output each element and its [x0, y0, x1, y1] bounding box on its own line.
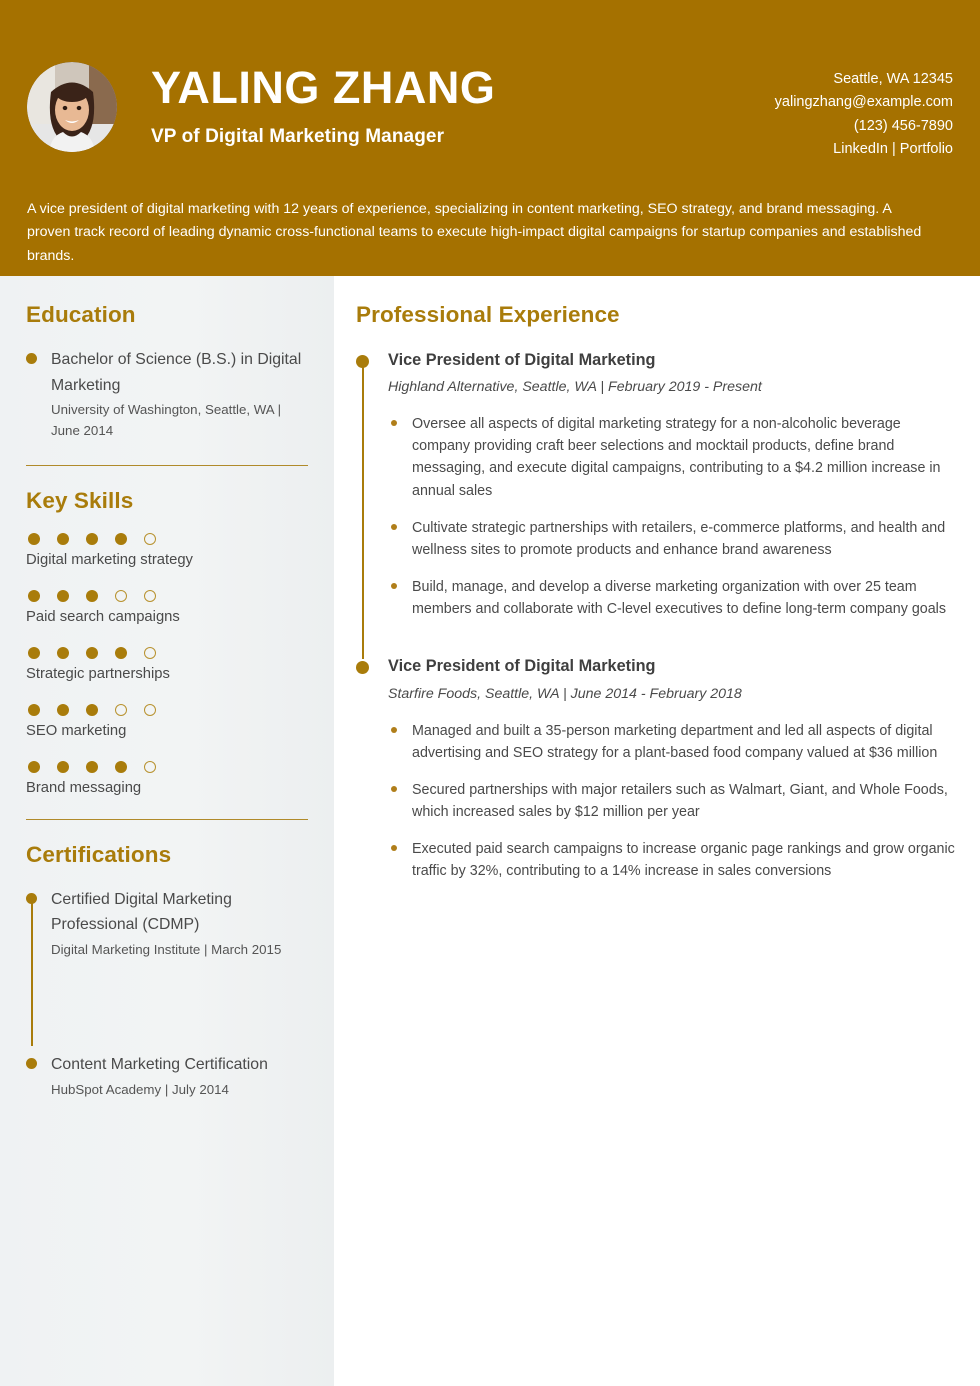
job-bullet: Managed and built a 35-person marketing department and led all aspects of digital advertising and SEO strategy for a plant-based food company valued at $36 million — [388, 720, 958, 764]
page-title: YALING ZHANG — [151, 62, 496, 113]
rating-dot-filled-icon — [115, 647, 127, 659]
skill-rating — [26, 533, 308, 545]
rating-dot-filled-icon — [57, 590, 69, 602]
education-item — [26, 347, 308, 442]
rating-dot-filled-icon — [57, 704, 69, 716]
skill-label: Digital marketing strategy — [26, 551, 193, 568]
rating-dot-empty-icon — [144, 590, 156, 602]
skill-label: Brand messaging — [26, 779, 142, 796]
resume-body — [0, 276, 980, 1386]
sidebar-divider-2 — [26, 819, 308, 820]
skill-rating — [26, 761, 308, 773]
bullet-dot-icon — [356, 661, 369, 674]
section-certifications — [26, 842, 308, 1100]
job-bullet: Oversee all aspects of digital marketing strategy for a non-alcoholic beverage company providing craft beer selections and mocktail products, define brand messaging, and execute digital campaigns, contributing to a $4.2 million increase in annual sales — [388, 413, 958, 502]
experience-heading: Professional Experience — [356, 302, 620, 327]
skill-item — [26, 761, 308, 796]
education-heading: Education — [26, 302, 136, 327]
timeline-connector — [362, 363, 364, 659]
rating-dot-filled-icon — [86, 533, 98, 545]
professional-summary: A vice president of digital marketing with 12 years of experience, specializing in content marketing, SEO strategy, and brand messaging. A proven track record of leading dynamic cross-functional teams to execute high-impact digital campaigns for startup companies and established brands. — [27, 201, 922, 264]
job-bullet-list — [388, 413, 958, 620]
rating-dot-empty-icon — [115, 704, 127, 716]
rating-dot-filled-icon — [28, 590, 40, 602]
rating-dot-filled-icon — [86, 647, 98, 659]
rating-dot-filled-icon — [115, 761, 127, 773]
main-column — [334, 276, 980, 1386]
skill-label: SEO marketing — [26, 722, 127, 739]
skills-heading: Key Skills — [26, 487, 134, 513]
skill-rating — [26, 590, 308, 602]
skill-label: Strategic partnerships — [26, 665, 170, 682]
job-spacer — [356, 620, 958, 656]
rating-dot-filled-icon — [57, 761, 69, 773]
skill-rating — [26, 704, 308, 716]
rating-dot-filled-icon — [28, 647, 40, 659]
contact-phone[interactable]: (123) 456-7890 — [853, 117, 953, 134]
certification-name: Content Marketing Certification — [51, 1056, 268, 1074]
header-job-title: VP of Digital Marketing Manager — [151, 126, 445, 148]
rating-dot-empty-icon — [144, 533, 156, 545]
rating-dot-empty-icon — [144, 647, 156, 659]
rating-dot-filled-icon — [115, 533, 127, 545]
certification-issuer: Digital Marketing Institute | March 2015 — [51, 941, 282, 957]
job-bullet: Cultivate strategic partnerships with retailers, e-commerce platforms, and health and wellness sites to promote products and enhance brand awareness — [388, 517, 958, 561]
rating-dot-empty-icon — [115, 590, 127, 602]
job-meta: Highland Alternative, Seattle, WA | February 2019 - Present — [388, 379, 762, 396]
rating-dot-filled-icon — [86, 761, 98, 773]
rating-dot-filled-icon — [57, 533, 69, 545]
skill-item — [26, 590, 308, 625]
job-bullet: Secured partnerships with major retailers such as Walmart, Giant, and Whole Foods, which increased sales by $12 million per year — [388, 779, 958, 823]
rating-dot-empty-icon — [144, 761, 156, 773]
education-school: University of Washington, Seattle, WA | June 2014 — [51, 402, 282, 439]
sidebar — [0, 276, 334, 1386]
profile-photo-icon — [27, 62, 117, 152]
rating-dot-filled-icon — [28, 704, 40, 716]
section-key-skills — [26, 488, 308, 796]
job-bullet: Build, manage, and develop a diverse marketing organization with over 25 team members and collaborate with C-level executives to define long-term company goals — [388, 576, 958, 620]
skill-label: Paid search campaigns — [26, 608, 180, 625]
avatar — [27, 62, 117, 152]
skill-item — [26, 647, 308, 682]
resume-header — [0, 0, 980, 276]
job-meta: Starfire Foods, Seattle, WA | June 2014 - February 2018 — [388, 685, 742, 702]
rating-dot-empty-icon — [144, 704, 156, 716]
skill-item — [26, 533, 308, 568]
sidebar-divider-1 — [26, 465, 308, 466]
experience-job — [356, 350, 958, 620]
rating-dot-filled-icon — [86, 590, 98, 602]
experience-job — [356, 656, 958, 882]
section-education — [26, 302, 308, 442]
certification-item — [26, 960, 308, 1100]
certification-issuer: HubSpot Academy | July 2014 — [51, 1081, 229, 1097]
job-role: Vice President of Digital Marketing — [388, 657, 656, 676]
bullet-dot-icon — [26, 1058, 37, 1069]
certification-name: Certified Digital Marketing Professional (CDMP) — [51, 890, 232, 934]
contact-email[interactable]: yalingzhang@example.com — [774, 94, 953, 111]
certifications-heading: Certifications — [26, 841, 172, 867]
rating-dot-filled-icon — [57, 647, 69, 659]
education-degree: Bachelor of Science (B.S.) in Digital Marketing — [51, 351, 302, 394]
contact-links[interactable]: LinkedIn | Portfolio — [833, 141, 953, 158]
job-bullet-list — [388, 720, 958, 883]
skill-rating — [26, 647, 308, 659]
job-role: Vice President of Digital Marketing — [388, 351, 656, 369]
job-bullet: Executed paid search campaigns to increase organic page rankings and grow organic traffic by 32%, contributing to a 14% increase in sales conversions — [388, 838, 958, 882]
skill-item — [26, 704, 308, 739]
contact-address: Seattle, WA 12345 — [833, 71, 953, 87]
bullet-dot-icon — [26, 353, 37, 364]
rating-dot-filled-icon — [28, 533, 40, 545]
contact-info — [775, 68, 953, 162]
rating-dot-filled-icon — [86, 704, 98, 716]
name-block — [151, 62, 495, 148]
rating-dot-filled-icon — [28, 761, 40, 773]
